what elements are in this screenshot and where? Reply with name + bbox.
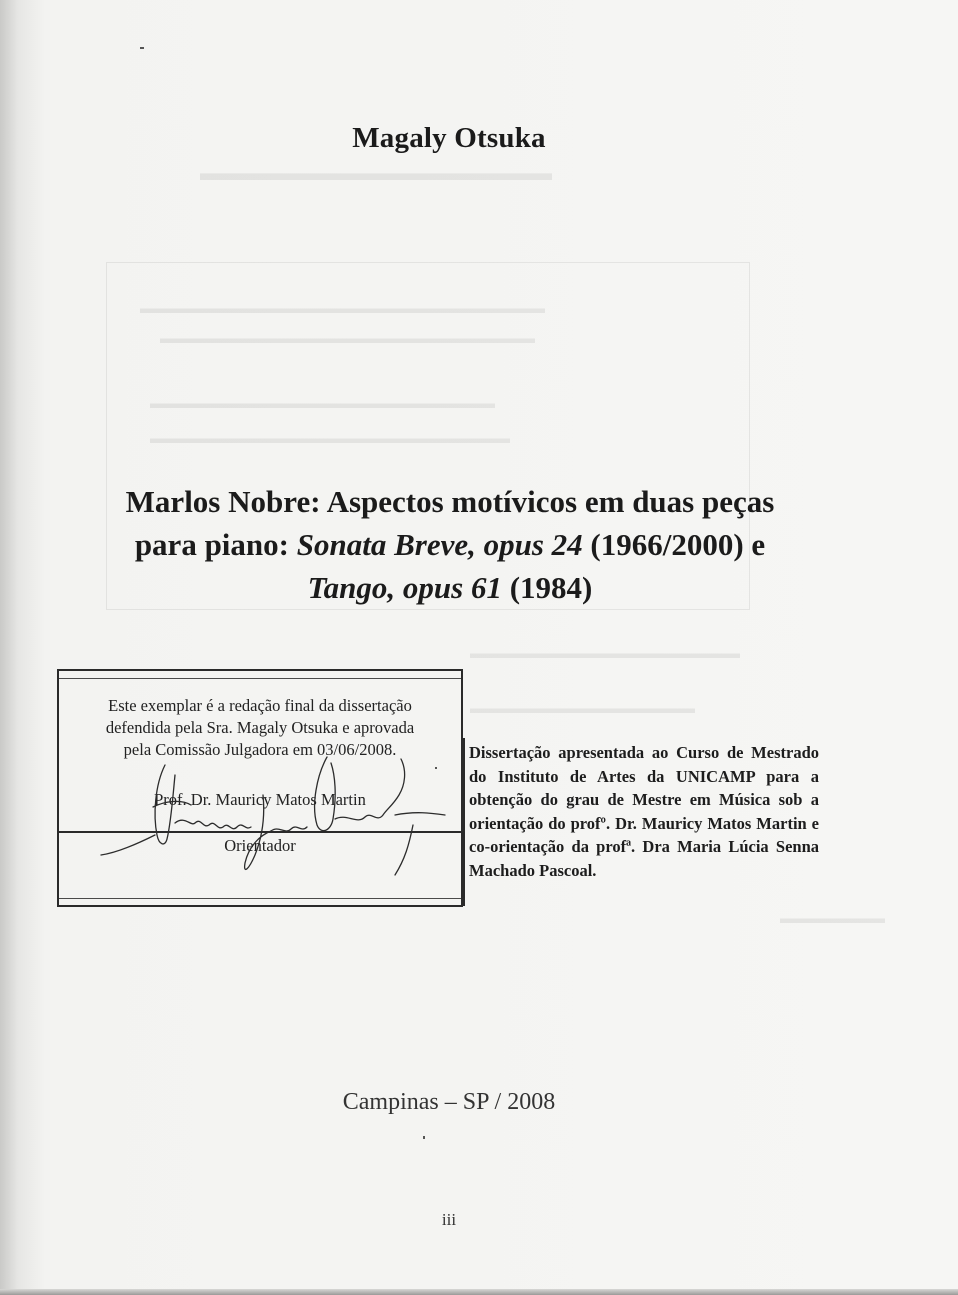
title-line-2-suffix: (1966/2000) e <box>582 527 766 562</box>
stamp-line-1: Este exemplar é a redação final da dissertação <box>108 696 412 715</box>
stamp-line-3: pela Comissão Julgadora em 03/06/2008. <box>123 740 397 759</box>
stamp-top-rule <box>59 678 461 679</box>
approval-stamp <box>57 669 463 907</box>
title-work-2: Tango, opus 61 <box>307 570 502 605</box>
title-line-3 <box>60 566 840 609</box>
scan-speck <box>140 47 144 49</box>
stamp-statement <box>59 695 461 761</box>
bleed-through-text: ▬▬▬▬▬▬▬ <box>780 910 885 927</box>
bleed-through-text: ▬▬▬▬▬▬▬▬▬▬▬▬▬▬▬▬▬▬▬▬▬▬▬▬▬ <box>160 330 535 347</box>
stamp-line-2: defendida pela Sra. Magaly Otsuka e aprovada <box>105 718 415 737</box>
title-line-2 <box>60 523 840 566</box>
scan-speck <box>435 767 437 769</box>
bleed-through-text: ▬▬▬▬▬▬▬▬▬▬▬▬▬▬▬▬▬▬▬▬▬▬▬ <box>150 395 495 412</box>
page-number: iii <box>441 1210 457 1229</box>
scan-speck <box>423 1136 425 1139</box>
stamp-bottom-rule <box>59 898 461 899</box>
bleed-through-text: ▬▬▬▬▬▬▬▬▬▬▬▬▬▬▬▬▬▬▬▬▬▬▬▬▬▬▬ <box>140 300 545 317</box>
stamp-role-label: Orientador <box>224 836 296 855</box>
dissertation-title <box>60 480 840 609</box>
stamp-professor-name: Prof. Dr. Mauricy Matos Martin <box>154 790 366 809</box>
title-line-2-prefix: para piano: <box>134 527 297 562</box>
dissertation-note: Dissertação apresentada ao Curso de Mestrado do Instituto de Artes da UNICAMP para a obtenção do grau de Mestre em Música sob a orientação do profº. Dr. Mauricy Matos Martin e co-orientação da profª. Dra Maria Lúcia Senna Machado Pascoal. <box>469 743 819 880</box>
page-bottom-edge <box>0 1289 958 1295</box>
bleed-through-text: ▬▬▬▬▬▬▬▬▬▬▬▬▬▬▬ <box>470 700 695 717</box>
stamp-signature-line <box>59 831 461 833</box>
bleed-through-text: ▬▬▬▬▬▬▬▬▬▬▬▬▬▬▬▬▬▬ <box>470 645 740 662</box>
place-and-year: Campinas – SP / 2008 <box>342 1089 556 1115</box>
title-line-3-suffix: (1984) <box>501 570 593 605</box>
bleed-through-text: ▬▬▬▬▬▬▬▬▬▬▬▬▬▬▬▬▬▬▬▬▬▬▬▬ <box>150 430 510 447</box>
author-name: Magaly Otsuka <box>352 122 546 154</box>
title-work-1: Sonata Breve, opus 24 <box>296 527 583 562</box>
note-left-rule <box>463 738 465 906</box>
bleed-through-text: ▬▬▬▬▬▬▬▬▬▬▬▬▬▬▬▬ <box>200 160 552 185</box>
title-line-1: Marlos Nobre: Aspectos motívicos em duas peças <box>125 484 775 519</box>
